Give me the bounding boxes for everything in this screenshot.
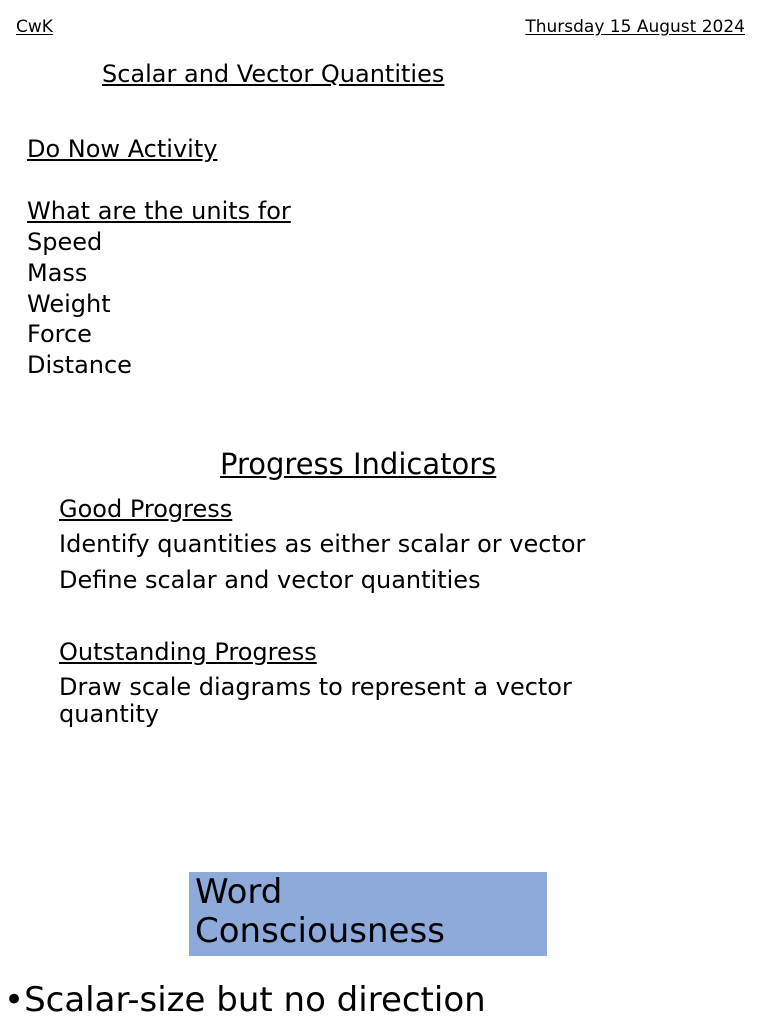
do-now-heading: Do Now Activity bbox=[27, 135, 218, 163]
class-code: CwK bbox=[16, 17, 53, 37]
good-progress-heading: Good Progress bbox=[59, 495, 233, 523]
scalar-definition-text: Scalar-size but no direction bbox=[24, 980, 486, 1020]
word-consciousness-label: Word Consciousness bbox=[195, 872, 445, 951]
units-list bbox=[27, 227, 132, 381]
lesson-title: Scalar and Vector Quantities bbox=[102, 60, 445, 88]
list-item: Mass bbox=[27, 258, 88, 287]
good-progress-item: Define scalar and vector quantities bbox=[59, 566, 481, 594]
list-item: Speed bbox=[27, 228, 103, 256]
lesson-date: Thursday 15 August 2024 bbox=[525, 17, 745, 37]
outstanding-progress-heading: Outstanding Progress bbox=[59, 638, 317, 666]
bullet: • bbox=[4, 980, 25, 1020]
word-consciousness-box bbox=[189, 872, 547, 956]
good-progress-item: Identify quantities as either scalar or vector bbox=[59, 530, 586, 558]
outstanding-progress-item: Draw scale diagrams to represent a vector quantity bbox=[59, 673, 572, 728]
units-question: What are the units for bbox=[27, 197, 291, 225]
list-item: Weight bbox=[27, 289, 111, 318]
progress-indicators-title: Progress Indicators bbox=[220, 447, 497, 481]
scalar-definition bbox=[4, 980, 486, 1020]
list-item: Distance bbox=[27, 351, 132, 380]
list-item: Force bbox=[27, 320, 92, 349]
